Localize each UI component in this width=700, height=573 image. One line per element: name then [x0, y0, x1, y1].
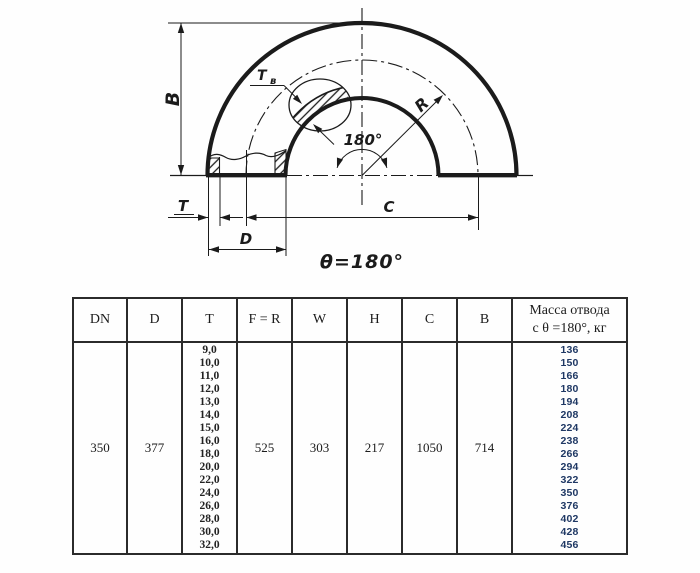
value-h: 217 [348, 343, 403, 553]
dimension-t [168, 177, 243, 226]
label-d: D [239, 230, 253, 248]
label-r: R [410, 93, 433, 116]
value-line: 208 [560, 409, 579, 421]
value-line: 402 [560, 513, 579, 525]
value-line: 18,0 [199, 448, 220, 460]
value-line: 10,0 [199, 357, 220, 369]
value-line: 376 [560, 500, 579, 512]
value-line: 28,0 [199, 513, 220, 525]
value-line: 13,0 [199, 396, 220, 408]
label-tb-sub: в [270, 76, 277, 87]
value-line: 180 [560, 383, 579, 395]
label-c: C [383, 198, 395, 216]
value-b: 714 [458, 343, 513, 553]
value-line: 11,0 [199, 370, 220, 382]
label-t: T [177, 197, 189, 215]
value-fr: 525 [238, 343, 293, 553]
value-line: 20,0 [199, 461, 220, 473]
value-line: 24,0 [199, 487, 220, 499]
value-line: 16,0 [199, 435, 220, 447]
col-header-w: W [293, 299, 348, 343]
value-line: 14,0 [199, 409, 220, 421]
value-line: 26,0 [199, 500, 220, 512]
value-line: 12,0 [199, 383, 220, 395]
value-mass-list [513, 343, 626, 553]
bend-body [170, 23, 533, 176]
col-header-fr: F = R [238, 299, 293, 343]
value-line: 136 [560, 344, 579, 356]
value-t-list [183, 343, 238, 553]
value-line: 150 [560, 357, 579, 369]
value-line: 30,0 [199, 526, 220, 538]
mass-header-line1: Масса отвода [529, 302, 610, 318]
mass-header-line2: с θ =180°, кг [532, 321, 607, 336]
angle-arc [337, 131, 387, 168]
value-line: 9,0 [202, 344, 217, 356]
col-header-dn: DN [74, 299, 128, 343]
value-line: 294 [560, 461, 579, 473]
value-line: 22,0 [199, 474, 220, 486]
value-line: 266 [560, 448, 579, 460]
value-line: 32,0 [199, 539, 220, 551]
value-d: 377 [128, 343, 183, 553]
col-header-mass [513, 299, 626, 343]
value-line: 428 [560, 526, 579, 538]
value-c: 1050 [403, 343, 458, 553]
value-w: 303 [293, 343, 348, 553]
drawing-caption: θ=180° [319, 251, 405, 273]
value-line: 456 [560, 539, 579, 551]
value-line: 224 [560, 422, 579, 434]
value-dn: 350 [74, 343, 128, 553]
value-line: 166 [560, 370, 579, 382]
label-angle: 180° [343, 131, 383, 149]
value-line: 194 [560, 396, 579, 408]
value-line: 350 [560, 487, 579, 499]
col-header-c: C [403, 299, 458, 343]
col-header-b: B [458, 299, 513, 343]
label-tb: T [257, 68, 267, 84]
value-line: 322 [560, 474, 579, 486]
col-header-h: H [348, 299, 403, 343]
col-header-t: T [183, 299, 238, 343]
dimension-table [72, 297, 628, 555]
label-b: B [162, 91, 184, 107]
value-line: 15,0 [199, 422, 220, 434]
value-line: 238 [560, 435, 579, 447]
col-header-d: D [128, 299, 183, 343]
